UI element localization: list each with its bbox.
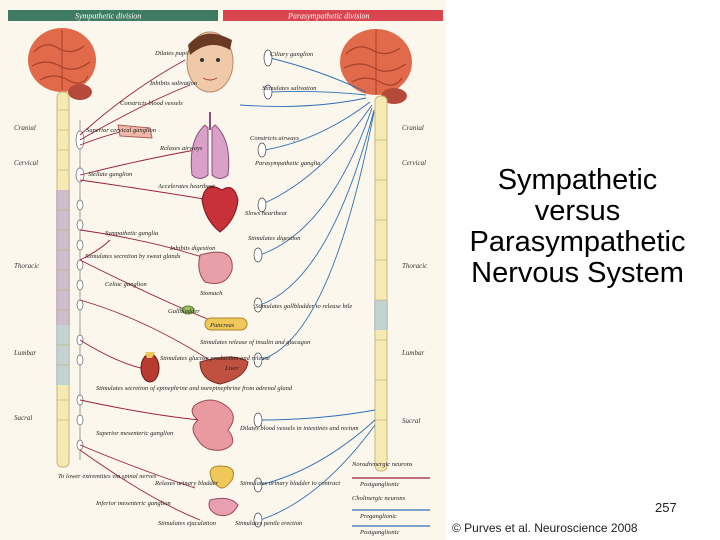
slide-title <box>445 165 710 289</box>
label-stimulates-glucose: Stimulates glucose production and release <box>160 355 271 362</box>
label-stimulates-ejaculation: Stimulates ejaculation <box>158 520 216 527</box>
legend-postganglionic: Postganglionic <box>360 481 400 488</box>
label-stomach: Stomach <box>200 290 223 297</box>
label-celiac-ganglion: Celiac ganglion <box>105 281 147 288</box>
label-inferior-mesenteric-ganglion: Inferior mesenteric ganglion <box>96 500 171 507</box>
credit-line: © Purves et al. Neuroscience 2008 <box>452 521 638 535</box>
label-stimulates-salivation: Stimulates salivation <box>262 85 317 92</box>
label-slows-heartbeat: Slows heartbeat <box>245 210 287 217</box>
level-right-thoracic: Thoracic <box>402 262 428 270</box>
legend-cholinergic: Cholinergic neurons <box>352 495 406 502</box>
level-left-cervical: Cervical <box>14 159 39 167</box>
parasympathetic-header: Parasympathetic division <box>288 11 370 21</box>
title-line-2: versus <box>534 195 621 227</box>
level-left-cranial: Cranial <box>14 124 36 132</box>
title-line-4: Nervous System <box>471 257 684 289</box>
label-pancreas: Pancreas <box>210 322 235 329</box>
label-stimulates-secretion-sweat: Stimulates secretion by sweat glands <box>85 253 181 260</box>
level-right-cranial: Cranial <box>402 124 424 132</box>
label-stimulates-gallbladder: Stimulates gallbladder to release bile <box>255 303 353 310</box>
title-line-3: Parasympathetic <box>469 226 686 258</box>
sympathetic-header: Sympathetic division <box>75 11 142 21</box>
label-stimulates-bladder: Stimulates urinary bladder to contract <box>240 480 341 487</box>
label-stimulates-digestion: Stimulates digestion <box>248 235 301 242</box>
legend-preganglionic: Preganglionic <box>360 513 397 520</box>
label-relaxes-bladder: Relaxes urinary bladder <box>155 480 219 487</box>
stomach-organ <box>199 252 232 283</box>
label-inhibits-digestion: Inhibits digestion <box>170 245 216 252</box>
level-left-thoracic: Thoracic <box>14 262 40 270</box>
label-to-lower-extremities: To lower extremities via spinal nerves <box>58 473 157 480</box>
label-gallbladder: Gallbladder <box>168 308 200 315</box>
label-constricts-airways: Constricts airways <box>250 135 299 142</box>
label-superior-mesenteric-ganglion: Superior mesenteric ganglion <box>96 430 174 437</box>
label-inhibits-salivation: Inhibits salivation <box>150 80 198 87</box>
level-right-sacral: Sacral <box>402 417 421 425</box>
title-line-1: Sympathetic <box>497 164 658 196</box>
legend-noradrenergic: Noradrenergic neurons <box>352 461 413 468</box>
left-spinal-cord <box>56 92 70 467</box>
level-right-cervical: Cervical <box>402 159 427 167</box>
label-stimulates-insulin: Stimulates release of insulin and glucagon <box>200 339 311 346</box>
level-left-sacral: Sacral <box>14 414 33 422</box>
legend-postganglionic-2: Postganglionic <box>360 529 400 536</box>
label-accelerates-heartbeat: Accelerates heartbeat <box>158 183 215 190</box>
label-liver: Liver <box>225 365 239 372</box>
label-ciliary-ganglion: Ciliary ganglion <box>270 51 314 58</box>
label-superior-cervical-ganglion: Superior cervical ganglion <box>86 127 157 134</box>
right-spinal-cord <box>374 96 388 471</box>
label-stimulates-epinephrine: Stimulates secretion of epinephrine and norepinephrine from adrenal gland <box>96 385 293 392</box>
label-dilates-pupil: Dilates pupil <box>155 50 189 57</box>
label-stimulates-erection: Stimulates penile erection <box>235 520 303 527</box>
label-sympathetic-ganglia: Sympathetic ganglia <box>105 230 159 237</box>
level-left-lumbar: Lumbar <box>14 349 37 357</box>
page-number: 257 <box>655 500 677 515</box>
label-constricts-blood-vessels: Constricts blood vessels <box>120 100 183 107</box>
level-right-lumbar: Lumbar <box>402 349 425 357</box>
label-dilates-blood-vessels: Dilates blood vessels in intestines and rectum <box>240 425 359 432</box>
label-relaxes-airways: Relaxes airways <box>160 145 203 152</box>
label-parasympathetic-ganglia: Parasympathetic ganglia <box>255 160 321 167</box>
label-stellate-ganglion: Stellate ganglion <box>88 171 133 178</box>
